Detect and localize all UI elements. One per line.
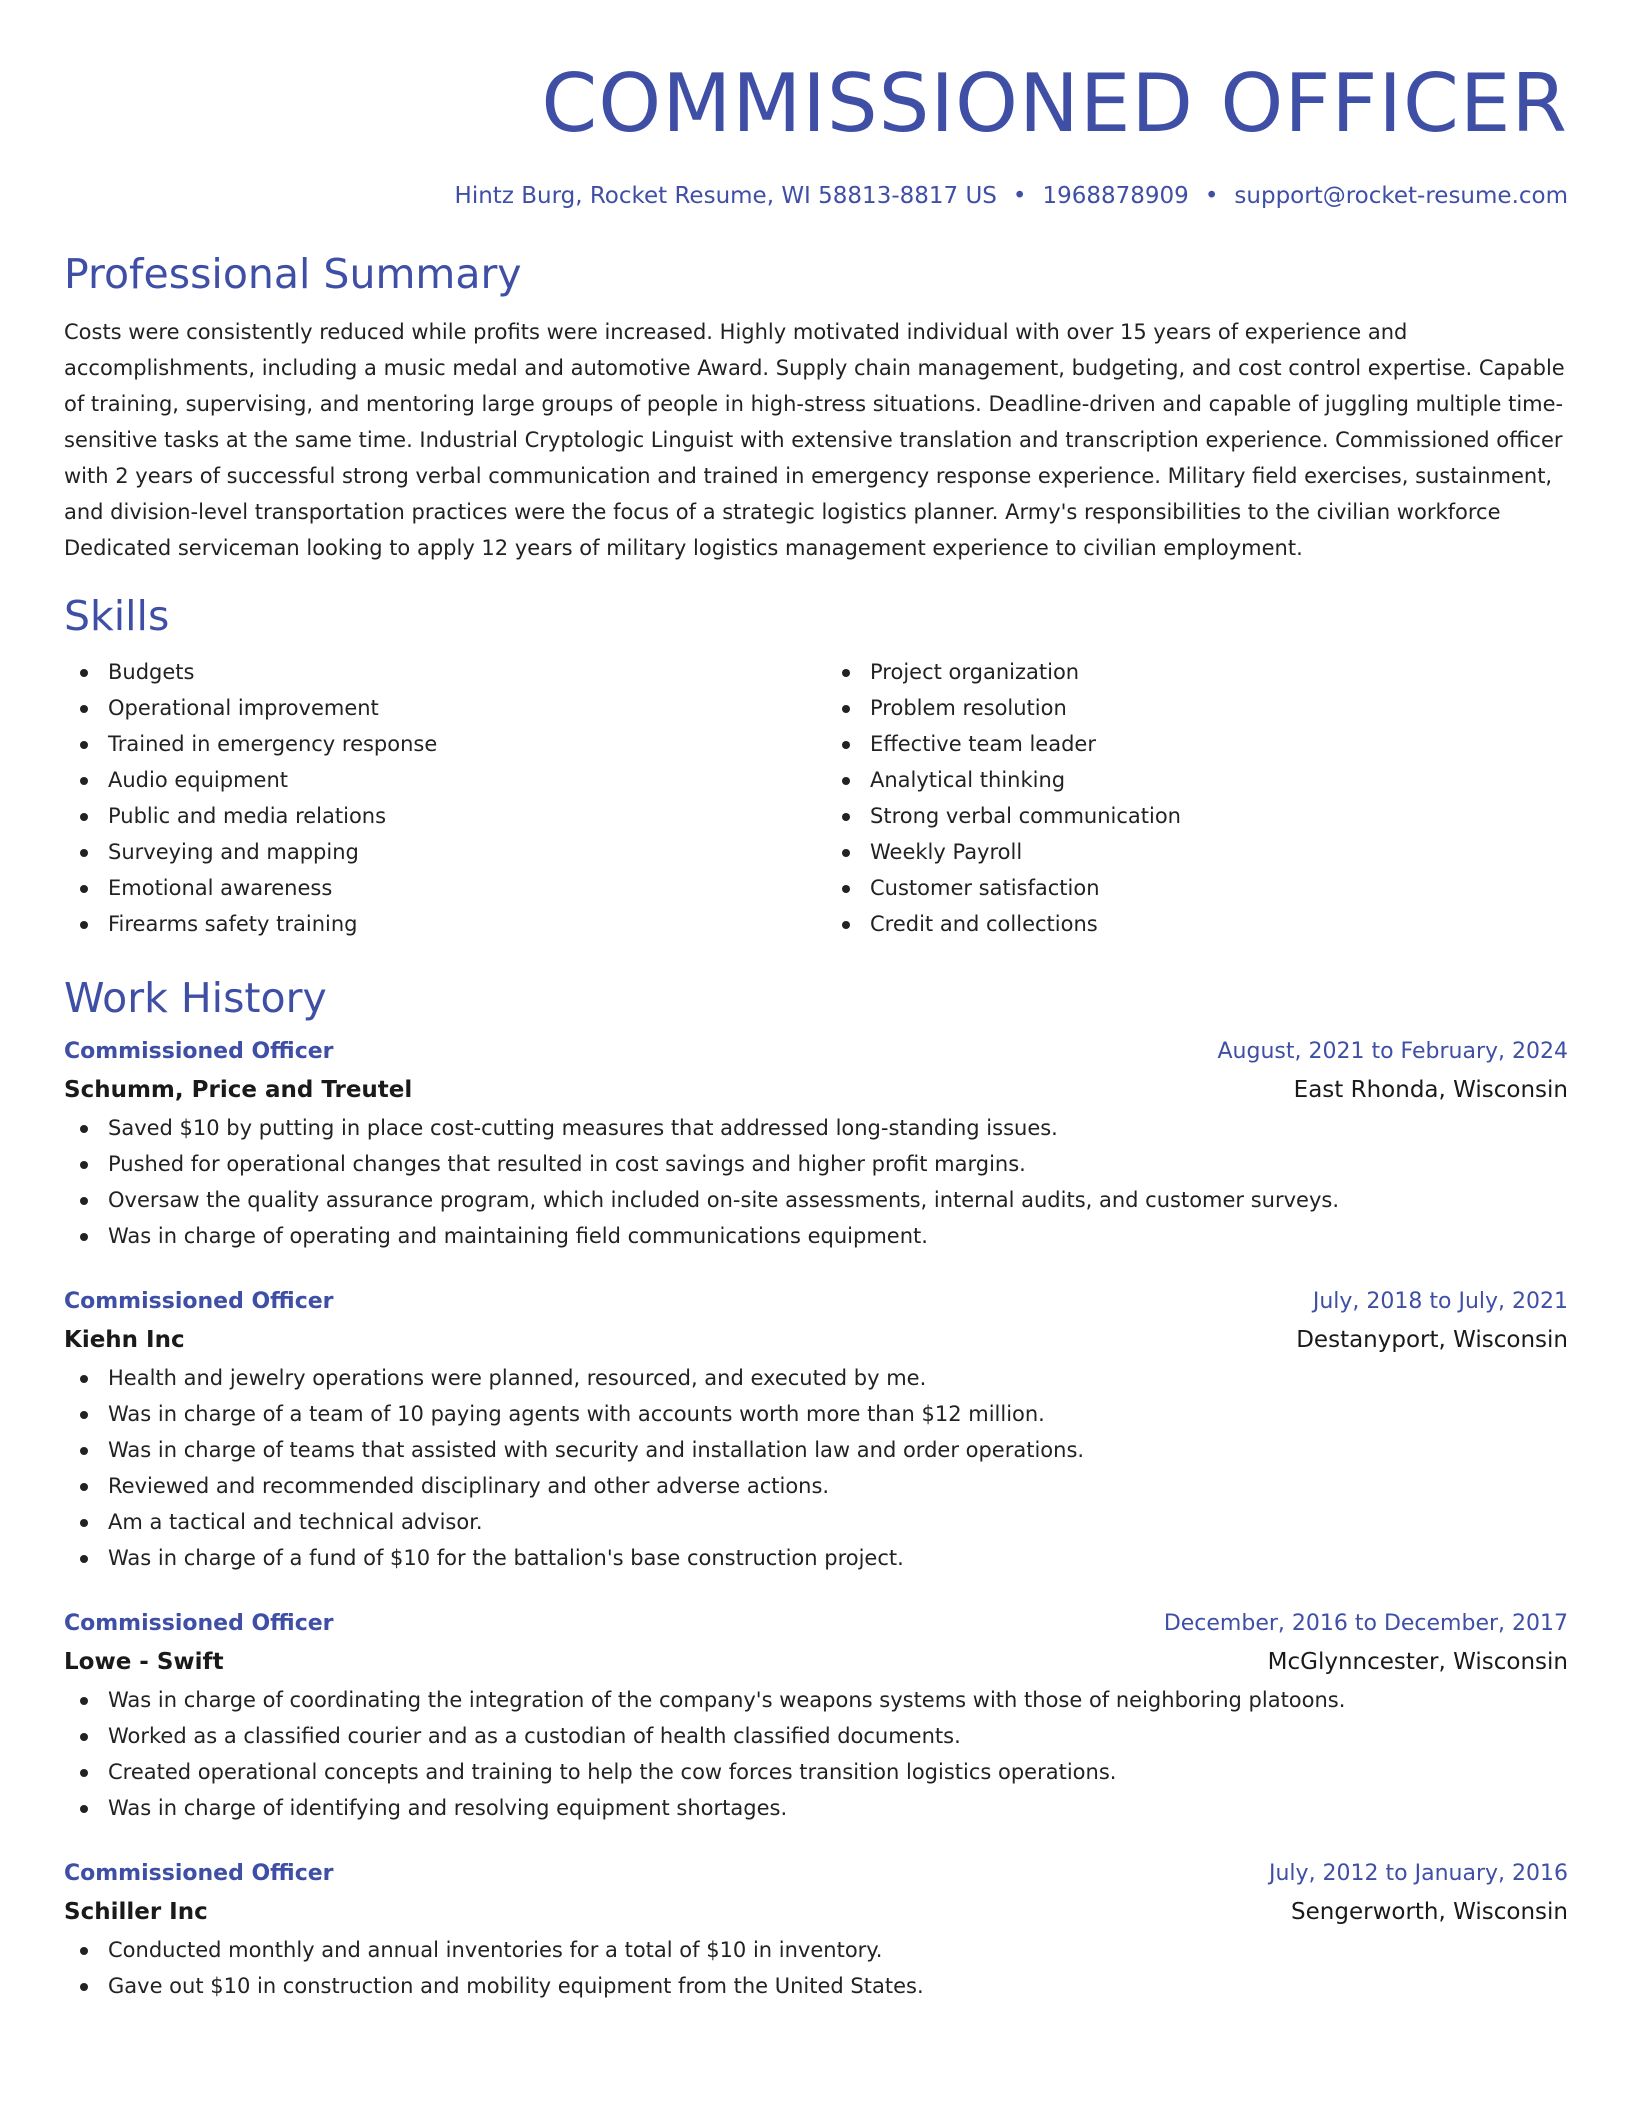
- job-dates: July, 2018 to July, 2021: [1312, 1289, 1568, 1314]
- contact-separator: •: [1012, 183, 1027, 209]
- skills-grid: [64, 654, 1568, 942]
- skill-item: Public and media relations: [64, 798, 806, 834]
- job-title-row: [64, 1284, 1568, 1320]
- job-location: Sengerworth, Wisconsin: [1291, 1899, 1568, 1925]
- job-bullets: [64, 1110, 1568, 1254]
- skills-heading: Skills: [64, 592, 170, 640]
- job-title: Commissioned Officer: [64, 1861, 334, 1886]
- job-bullet: Saved $10 by putting in place cost-cutting measures that addressed long-standing issues.: [64, 1110, 1568, 1146]
- skill-item: Effective team leader: [826, 726, 1568, 762]
- job-dates: August, 2021 to February, 2024: [1217, 1039, 1568, 1064]
- job-entry: [64, 1034, 1568, 1254]
- job-bullet: Was in charge of coordinating the integration of the company's weapons systems with those of neighboring platoons.: [64, 1682, 1568, 1718]
- job-bullet: Oversaw the quality assurance program, which included on-site assessments, internal audits, and customer surveys.: [64, 1182, 1568, 1218]
- skill-item: Emotional awareness: [64, 870, 806, 906]
- skills-list-right: [826, 654, 1568, 942]
- skill-item: Customer satisfaction: [826, 870, 1568, 906]
- contact-email: support@rocket-resume.com: [1234, 183, 1568, 209]
- job-title: Commissioned Officer: [64, 1289, 334, 1314]
- job-bullet: Was in charge of teams that assisted with security and installation law and order operations.: [64, 1432, 1568, 1468]
- job-bullet: Was in charge of identifying and resolving equipment shortages.: [64, 1790, 1568, 1826]
- job-bullet: Am a tactical and technical advisor.: [64, 1504, 1568, 1540]
- job-company-row: [64, 1642, 1568, 1682]
- job-dates: December, 2016 to December, 2017: [1163, 1611, 1568, 1636]
- job-company-row: [64, 1070, 1568, 1110]
- job-company: Schumm, Price and Treutel: [64, 1077, 413, 1103]
- resume-title: COMMISSIONED OFFICER: [541, 57, 1568, 150]
- job-company: Schiller Inc: [64, 1899, 208, 1925]
- job-company-row: [64, 1892, 1568, 1932]
- skill-item: Weekly Payroll: [826, 834, 1568, 870]
- job-bullet: Reviewed and recommended disciplinary and other adverse actions.: [64, 1468, 1568, 1504]
- job-bullet: Health and jewelry operations were planned, resourced, and executed by me.: [64, 1360, 1568, 1396]
- skill-item: Surveying and mapping: [64, 834, 806, 870]
- summary-heading: Professional Summary: [64, 250, 522, 298]
- job-bullet: Was in charge of a fund of $10 for the battalion's base construction project.: [64, 1540, 1568, 1576]
- job-company-row: [64, 1320, 1568, 1360]
- job-entry: [64, 1606, 1568, 1826]
- contact-phone: 1968878909: [1042, 183, 1189, 209]
- job-bullets: [64, 1360, 1568, 1576]
- job-bullets: [64, 1932, 1568, 2004]
- job-location: East Rhonda, Wisconsin: [1293, 1077, 1568, 1103]
- job-title: Commissioned Officer: [64, 1611, 334, 1636]
- job-bullet: Conducted monthly and annual inventories for a total of $10 in inventory.: [64, 1932, 1568, 1968]
- job-bullet: Worked as a classified courier and as a custodian of health classified documents.: [64, 1718, 1568, 1754]
- skill-item: Trained in emergency response: [64, 726, 806, 762]
- skill-item: Audio equipment: [64, 762, 806, 798]
- skill-item: Operational improvement: [64, 690, 806, 726]
- contact-separator: •: [1204, 183, 1219, 209]
- contact-line: [64, 180, 1568, 212]
- work-history-heading: Work History: [64, 974, 327, 1022]
- skill-item: Credit and collections: [826, 906, 1568, 942]
- job-title-row: [64, 1606, 1568, 1642]
- job-title-row: [64, 1856, 1568, 1892]
- job-title-row: [64, 1034, 1568, 1070]
- skill-item: Budgets: [64, 654, 806, 690]
- job-company: Lowe - Swift: [64, 1649, 224, 1675]
- job-company: Kiehn Inc: [64, 1327, 185, 1353]
- job-location: McGlynncester, Wisconsin: [1267, 1649, 1568, 1675]
- skills-list-left: [64, 654, 806, 942]
- job-bullet: Was in charge of a team of 10 paying agents with accounts worth more than $12 million.: [64, 1396, 1568, 1432]
- skill-item: Firearms safety training: [64, 906, 806, 942]
- contact-address: Hintz Burg, Rocket Resume, WI 58813-8817 US: [454, 183, 997, 209]
- job-location: Destanyport, Wisconsin: [1296, 1327, 1568, 1353]
- job-bullet: Created operational concepts and training to help the cow forces transition logistics operations.: [64, 1754, 1568, 1790]
- job-entry: [64, 1856, 1568, 2004]
- skill-item: Strong verbal communication: [826, 798, 1568, 834]
- summary-text: Costs were consistently reduced while profits were increased. Highly motivated individual with over 15 years of experience and accomplishments, including a music medal and automotive Award. Supply chain management, budgeting, and cost control expertise. Capable of training, supervising, and mentoring large groups of people in high-stress situations. Deadline-driven and capable of juggling multiple time-sensitive tasks at the same time. Industrial Cryptologic Linguist with extensive translation and transcription experience. Commissioned officer with 2 years of successful strong verbal communication and trained in emergency response experience. Military field exercises, sustainment, and division-level transportation practices were the focus of a strategic logistics planner. Army's responsibilities to the civilian workforce Dedicated serviceman looking to apply 12 years of military logistics management experience to civilian employment.: [64, 320, 1565, 560]
- skill-item: Problem resolution: [826, 690, 1568, 726]
- resume-page: [64, 0, 1568, 2112]
- skill-item: Project organization: [826, 654, 1568, 690]
- job-entry: [64, 1284, 1568, 1576]
- job-title: Commissioned Officer: [64, 1039, 334, 1064]
- job-dates: July, 2012 to January, 2016: [1269, 1861, 1568, 1886]
- skill-item: Analytical thinking: [826, 762, 1568, 798]
- job-bullets: [64, 1682, 1568, 1826]
- job-bullet: Gave out $10 in construction and mobility equipment from the United States.: [64, 1968, 1568, 2004]
- job-bullet: Was in charge of operating and maintaining field communications equipment.: [64, 1218, 1568, 1254]
- job-bullet: Pushed for operational changes that resulted in cost savings and higher profit margins.: [64, 1146, 1568, 1182]
